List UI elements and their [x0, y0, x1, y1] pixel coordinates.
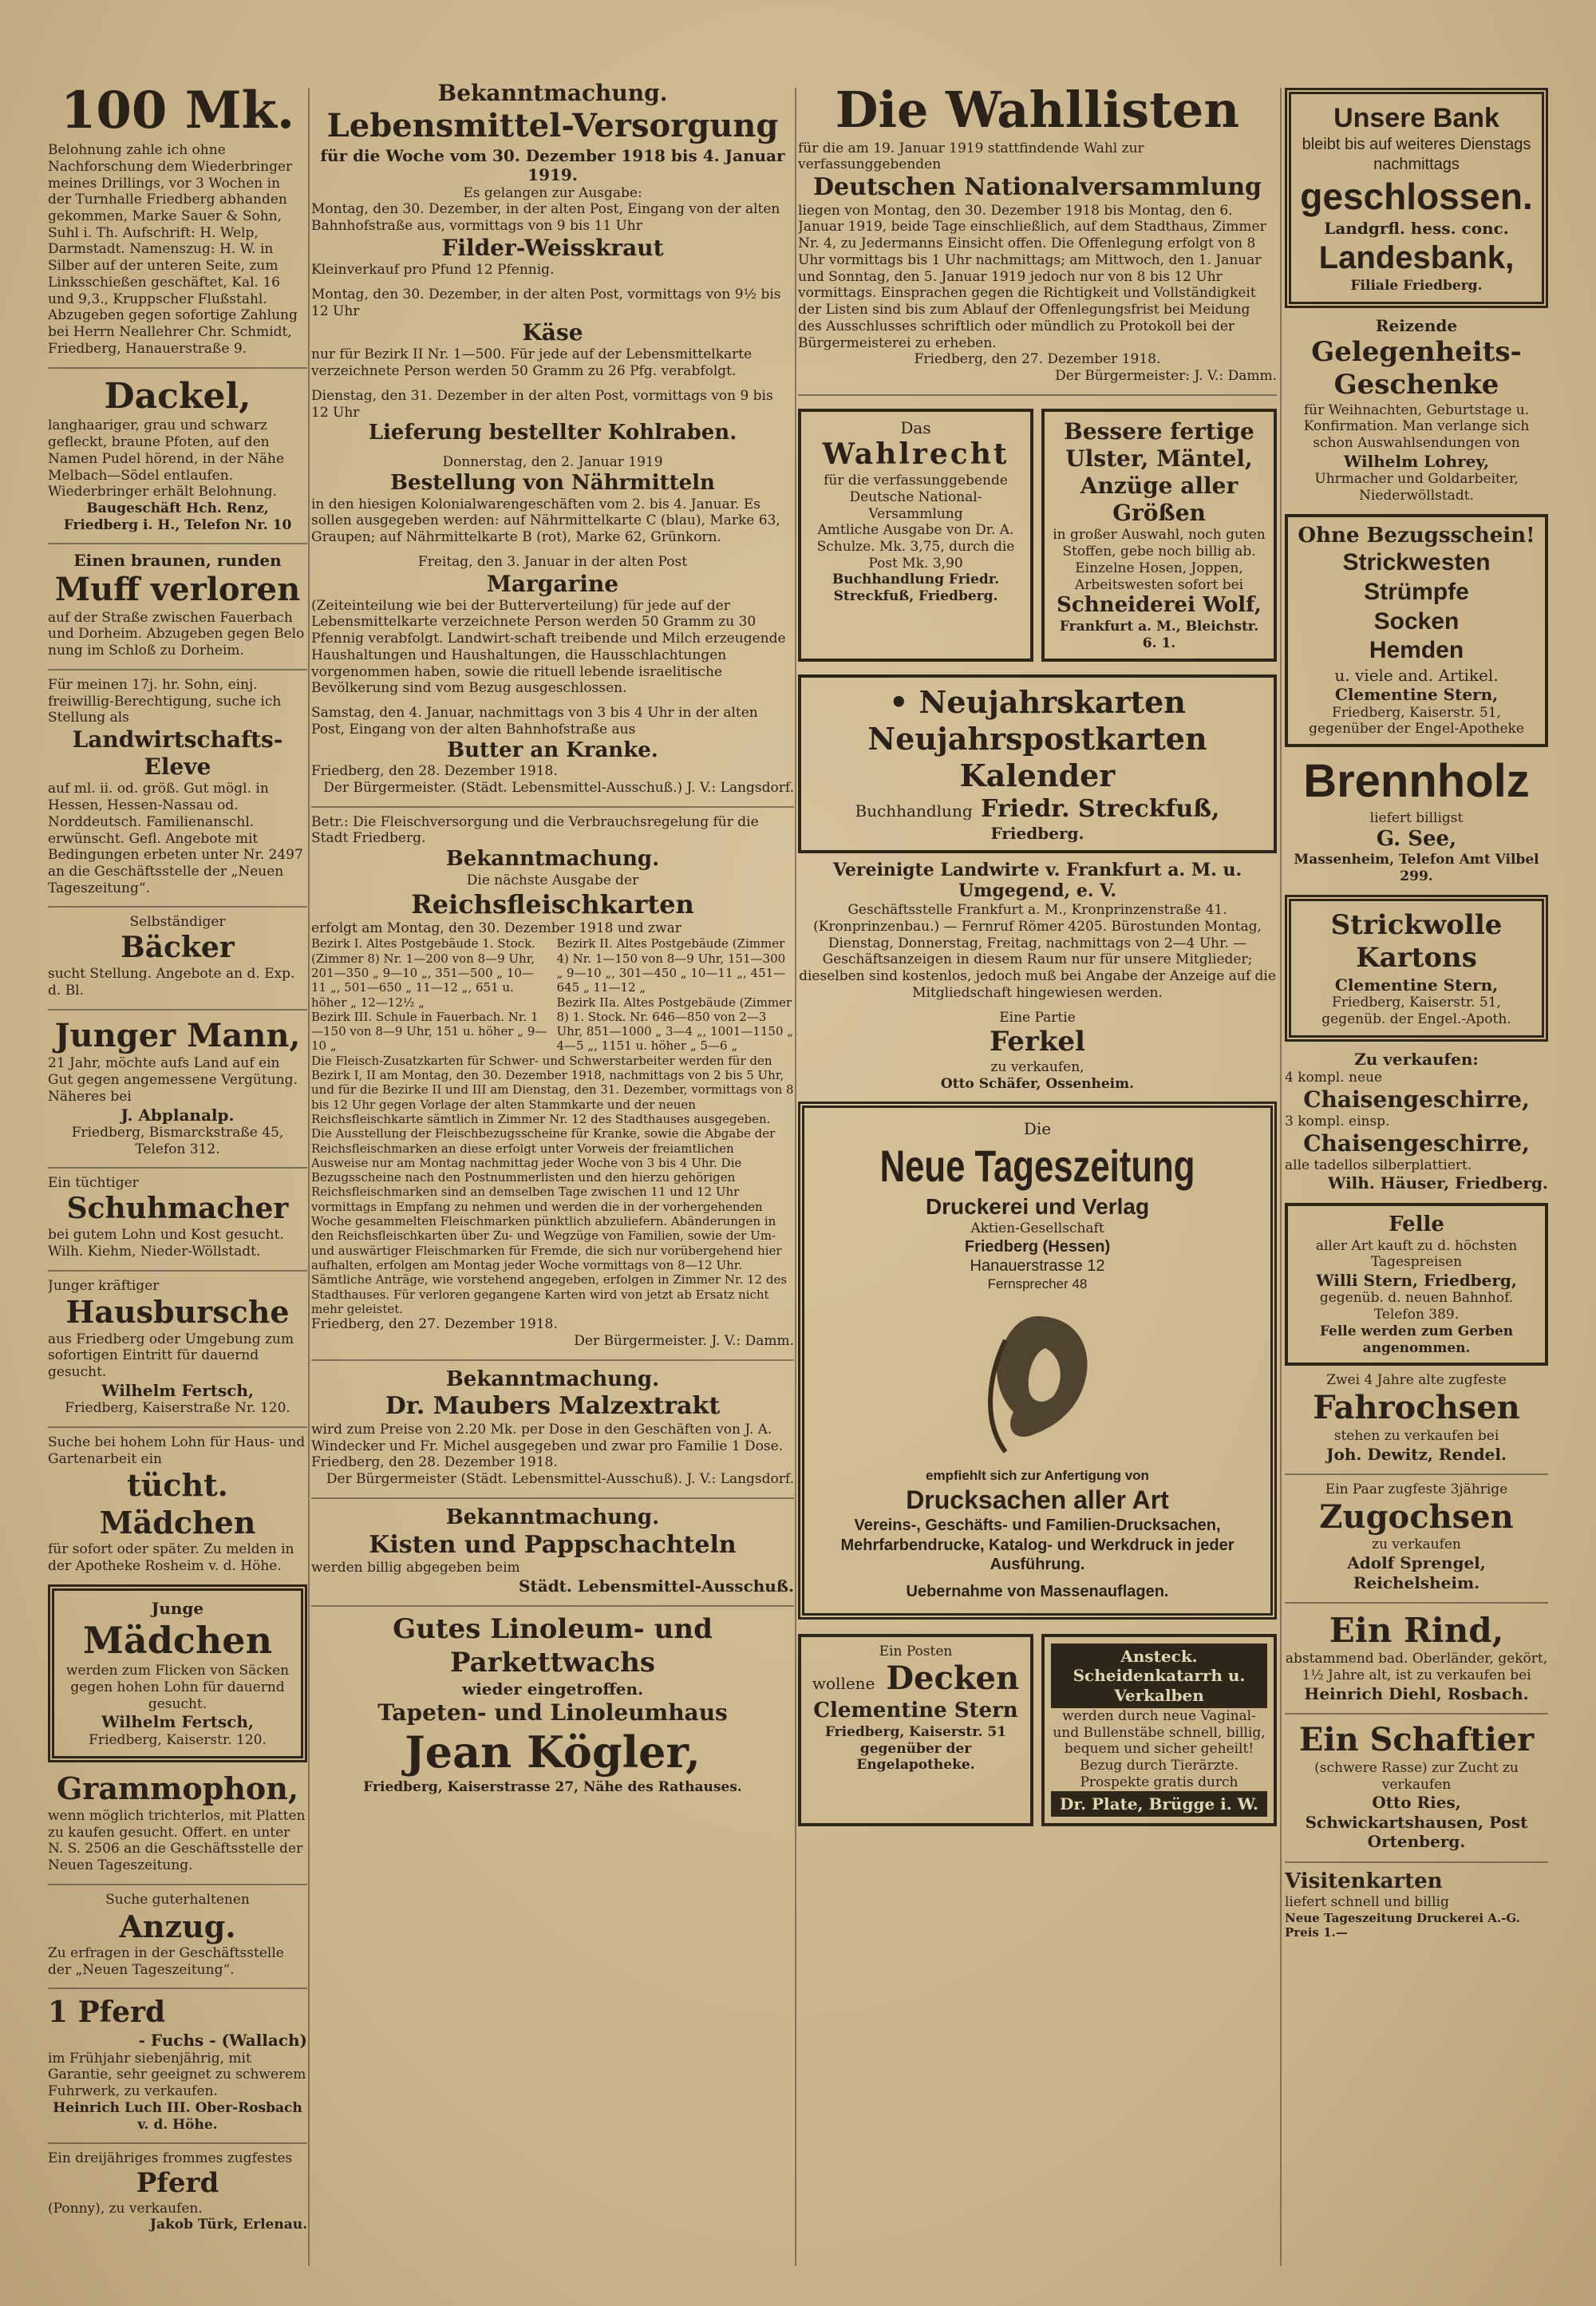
divider — [48, 367, 307, 369]
notice-text: Donnerstag, den 2. Januar 1919 — [442, 454, 663, 471]
ad-title: tücht. Mädchen — [99, 1467, 256, 1541]
ad-pretitle: Ein Posten — [879, 1643, 953, 1659]
ad-pretitle: Zwei 4 Jahre alte zugfeste — [1326, 1372, 1507, 1389]
ad-muff — [48, 551, 307, 659]
notice-text: Betr.: Die Fleischversorgung und die Verbrauchsregelung für die Stadt Friedberg. — [311, 813, 759, 847]
ad-text: abstammend bad. Oberländer, gekört, 1½ Jahre alt, ist zu verkaufen bei — [1285, 1651, 1548, 1683]
notice-heading: Bekanntmachung. — [445, 847, 660, 872]
ad-title: Felle — [1389, 1212, 1444, 1236]
divider — [48, 669, 307, 670]
item-hemden: Hemden — [1369, 637, 1464, 664]
divider — [311, 1605, 794, 1607]
ad-address: Friedberg, Kaiserstr. 51 gegenüber der Engelapotheke. — [824, 1724, 1007, 1774]
ad-qualifier: 3 kompl. einsp. — [1285, 1113, 1390, 1129]
ad-title: Junger Mann, — [54, 1016, 301, 1054]
district-schedule — [311, 936, 794, 1053]
ad-shop: Friedr. Streckfuß, — [981, 794, 1220, 823]
ad-headline: geschlossen. — [1300, 176, 1533, 218]
ad-text: aller Art kauft zu d. höchsten Tagespreisen — [1315, 1237, 1518, 1271]
ad-title: Muff verloren — [54, 570, 301, 608]
notice-text: Es gelangen zur Ausgabe: — [463, 184, 642, 201]
ad-address: Massenheim, Telefon Amt Vilbel 299. — [1294, 852, 1539, 884]
ad-headline: Drucksachen aller Art — [906, 1485, 1169, 1515]
notice-date: Friedberg, den 28. Dezember 1918. — [311, 1454, 558, 1471]
notice-title: Kisten und Pappschachteln — [369, 1530, 737, 1559]
item-title: Butter an Kranke. — [447, 738, 658, 762]
ad-text: alle tadellos silberplattiert. — [1285, 1157, 1472, 1173]
ad-chaisengeschirre — [1285, 1050, 1548, 1193]
item-title: Käse — [522, 319, 583, 346]
item-title: Filder-Weisskraut — [441, 234, 664, 261]
ad-schuhmacher — [48, 1175, 307, 1260]
ad-text: (schwere Rasse) zur Zucht zu verkaufen — [1314, 1759, 1519, 1793]
ad-text: im Frühjahr siebenjährig, mit Garantie, sehr geeignet zu schwerem Fuhrwerk, zu verkaufen. — [48, 2050, 306, 2100]
ad-pretitle: Reizende — [1375, 316, 1458, 336]
ad-shop: Buchhandlung Friedr. Streckfuß, Friedberg. — [832, 572, 1000, 605]
ad-pretitle: Zu verkaufen: — [1354, 1050, 1479, 1070]
ad-row-decken-plate — [798, 1628, 1277, 1833]
divider — [1285, 1473, 1548, 1475]
ad-list: Vereins-, Geschäfts- und Familien-Drucksachen, Mehrfarbendrucke, Katalog- und Werkdruck in jeder Ausführung. — [840, 1517, 1235, 1573]
notice-heading: Bekanntmachung. — [445, 1505, 660, 1529]
notice-wahllisten — [798, 80, 1277, 385]
ad-text: (Ponny), zu verkaufen. — [48, 2200, 203, 2217]
ad-signature: Otto Schäfer, Ossenheim. — [940, 1075, 1135, 1092]
ad-signature: Willi Stern, Friedberg, — [1316, 1270, 1517, 1290]
ad-brennholz — [1285, 754, 1548, 885]
notice-lebensmittel — [311, 80, 794, 797]
divider — [48, 1426, 307, 1428]
divider — [48, 1270, 307, 1272]
ad-title: Gelegenheits-Geschenke — [1311, 335, 1522, 401]
ad-pretitle: Selbständiger — [129, 914, 226, 931]
ad-title: Bessere fertige Ulster, Mäntel, Anzüge aller Größen — [1064, 417, 1254, 527]
ad-signature: Heinrich Diehl, Rosbach. — [1304, 1683, 1529, 1703]
ad-landwirte-verein — [798, 860, 1277, 1093]
notice-title: Reichsfleischkarten — [411, 888, 694, 920]
notice-title: Die Wahllisten — [835, 81, 1240, 139]
ad-text: langhaariger, grau und schwarz gefleckt, braune Pfoten, auf den Namen Pudel hörend, in der Nähe Melbach—Södel entlaufen. Wiederbringer erhält Belohnung. — [48, 417, 285, 500]
ad-title: Strickwolle Kartons — [1330, 908, 1503, 975]
ad-pretitle: Ein tüchtiger — [48, 1175, 139, 1192]
ad-baecker — [48, 914, 307, 999]
ad-company: Landgrfl. hess. conc. — [1324, 219, 1509, 239]
divider — [48, 1884, 307, 1885]
ad-bezugsschein — [1285, 514, 1548, 747]
ad-text: Geschäftsstelle Frankfurt a. M., Kronprinzenstraße 41. (Kronprinzenbau.) — Fernruf Römer 4205. Bürostunden Montag, Dienstag, Donnerstag, Freitag, nachmittags von 2—4 Uhr. — Geschäftsanzeigen in diesem Raum nur für unsere Mitglieder; dieselben sind kostenlos, jedoch muß bei Angabe der Anzeige auf die Mitgliedschaft hingewiesen werden. — [799, 902, 1276, 1001]
ad-title: Landwirtschafts-Eleve — [72, 726, 283, 781]
ad-text: für Weihnachten, Geburtstage u. Konfirmation. Man verlange sich schon Auswahlsendungen von — [1303, 401, 1530, 452]
notice-subtitle: Deutschen Nationalversammlung — [813, 173, 1262, 202]
ad-wahlrecht — [798, 409, 1033, 662]
ad-neue-tageszeitung — [798, 1102, 1277, 1619]
ad-line-2: Neujahrspostkarten — [867, 720, 1207, 757]
ad-note: Felle werden zum Gerben angenommen. — [1319, 1323, 1514, 1356]
district-1: Bezirk I. Altes Postgebäude 1. Stock. (Zimmer 8) Nr. 1—200 von 8—9 Uhr, 201—350 „ 9—10 „, 351—500 „ 10—11 „, 501—650 „ 11—12 „, 651 u. höher „ 12—12½ „ — [311, 936, 535, 1010]
woman-profile-illustration — [958, 1300, 1117, 1460]
divider — [48, 1009, 307, 1011]
ad-visitenkarten — [1285, 1869, 1548, 1940]
notice-text: erfolgt am Montag, den 30. Dezember 1918 und zwar — [311, 920, 681, 936]
notice-text: Montag, den 30. Dezember, in der alten Post, vormittags von 9½ bis 12 Uhr — [311, 286, 781, 319]
ad-text: liefert billigst — [1369, 809, 1464, 826]
ad-title: Chaisengeschirre, — [1303, 1086, 1530, 1113]
ad-title: Hausbursche — [65, 1294, 290, 1331]
notice-text: für die am 19. Januar 1919 stattfindende Wahl zur verfassunggebenden — [798, 140, 1144, 173]
ad-city: Friedberg. — [990, 824, 1084, 844]
ad-reward — [48, 80, 307, 358]
ad-junger-mann — [48, 1017, 307, 1158]
ad-title: 1 Pferd — [48, 1996, 166, 2030]
ad-text: werden durch neue Vaginal- und Bullenstäbe schnell, billig, bequem und sicher geheilt! Bezug durch Tierärzte. Prospekte gratis durch — [1053, 1707, 1266, 1790]
ad-felle — [1285, 1203, 1548, 1367]
column-classifieds-left — [48, 80, 307, 2274]
notice-text: Montag, den 30. Dezember, in der alten Post, Eingang von der alten Bahnhofstraße aus, vormittags von 9 bis 11 Uhr — [311, 201, 780, 235]
ad-decken — [798, 1634, 1033, 1826]
ad-text: u. viele and. Artikel. — [1334, 665, 1499, 685]
ad-address: Friedberg, Bismarckstraße 45, Telefon 312. — [71, 1124, 284, 1157]
ad-text: auf ml. ii. od. größ. Gut mögl. in Hessen, Hessen-Nassau od. Norddeutsch. Familienanschl. erwünscht. Gefl. Angebote mit Bedingungen erbeten unter Nr. 2497 an die Geschäftsstelle der „Neuen Tageszeitung“. — [48, 781, 303, 896]
ad-row-wahlrecht-ulster — [798, 402, 1277, 668]
divider — [48, 1988, 307, 1989]
item-title: Bestellung von Nährmitteln — [390, 470, 715, 495]
ad-rind — [1285, 1610, 1548, 1703]
ad-title: Chaisengeschirre, — [1303, 1129, 1530, 1157]
ad-text: Belohnung zahle ich ohne Nachforschung dem Wiederbringer meines Drillings, vor 3 Wochen in der Turnhalle Friedberg abhanden gekommen, Marke Sauer & Sohn, Suhl i. Th. Aufschrift: H. Welp, Darmstadt. Namenszug: H. W. in Silber auf der unteren Seite, zum Linksschießen geschäftet, Kal. 16 und 9,3., Kruppscher Flußstahl. Abzugeben gegen sofortige Zahlung bei Herrn Neallehrer Chr. Schmidt, Friedberg, Hanauerstraße 9. — [48, 142, 298, 357]
ad-pretitle: Junge — [151, 1598, 204, 1618]
ad-address: Friedberg, Kaiserstr. 51, gegenüber der Engel-Apotheke — [1309, 704, 1524, 738]
ad-text: sucht Stellung. Angebote an d. Exp. d. Bl. — [48, 966, 295, 999]
ad-pferd-1 — [48, 1996, 307, 2133]
ad-pretitle: Ein dreijähriges frommes zugfestes — [48, 2150, 293, 2167]
ad-footer: Uebernahme von Massenauflagen. — [906, 1583, 1169, 1601]
ad-pretitle: Das — [900, 417, 931, 437]
notice-signature: Der Bürgermeister. J. V.: Damm. — [574, 1332, 794, 1349]
ad-title: Gutes Linoleum- und Parkettwachs — [393, 1613, 713, 1679]
ad-shop: Clementine Stern — [813, 1699, 1018, 1723]
ad-address: Filiale Friedberg. — [1350, 277, 1483, 294]
ad-signature: Neue Tageszeitung Druckerei A.-G. Preis 1.— — [1285, 1910, 1520, 1940]
ad-city: Friedberg (Hessen) — [964, 1237, 1111, 1256]
notice-text: (Zeiteinteilung wie bei der Butterverteilung) für jede auf der Lebensmittelkarte verzeichnete Person werden 50 Gramm zu 30 Pfennig verabfolgt. Landwirt-schaft treibende und Milch erzeugende Haushaltungen und Haushaltungen, die Hausschlachtungen vorgenommen haben, sowie die rituell lebende israelitische Bevölkerung sind vom Bezug ausgeschlossen. — [311, 597, 786, 697]
ad-pretitle: Junger kräftiger — [48, 1277, 160, 1294]
ad-pretitle: Die — [1023, 1119, 1052, 1139]
ad-company: Aktien-Gesellschaft — [970, 1220, 1104, 1237]
ad-title: Dackel, — [104, 375, 251, 417]
ad-text: in großer Auswahl, noch guten Stoffen, gebe noch billig ab. Einzelne Hosen, Joppen, Arbeitswesten sofort bei — [1053, 527, 1266, 593]
notice-text: in den hiesigen Kolonialwarengeschäften vom 2. bis 4. Januar. Es sollen ausgegeben werden: auf Nährmittelkarte C (blau), Marke 63, Graupen; auf Nährmittelkarte B (rot), Marke 62, Grünkorn. — [311, 496, 780, 546]
ad-text: 21 Jahr, möchte aufs Land auf ein Gut gegen angemessene Vergütung. Näheres bei — [48, 1055, 298, 1105]
ad-fahrochsen — [1285, 1372, 1548, 1464]
notice-signature: Städt. Lebensmittel-Ausschuß. — [519, 1576, 794, 1596]
ad-name: Landesbank, — [1318, 239, 1515, 275]
ad-grammophon — [48, 1770, 307, 1873]
notice-signature: Der Bürgermeister: J. V.: Damm. — [1055, 368, 1277, 385]
notice-date: Friedberg, den 27. Dezember 1918. — [311, 1316, 558, 1333]
divider — [798, 394, 1277, 396]
notice-heading: Bekanntmachung. — [445, 1367, 660, 1391]
ad-signature: Jakob Türk, Erlenau. — [149, 2217, 307, 2233]
ad-signature: Otto Ries, Schwickartshausen, Post Ortenberg. — [1305, 1793, 1528, 1852]
notice-text: Samstag, den 4. Januar, nachmittags von 3 bis 4 Uhr in der alten Post, Eingang von der alten Bahnhofstraße aus — [311, 705, 758, 738]
ad-title: Ansteck. Scheidenkatarrh u. Verkalben — [1051, 1643, 1267, 1708]
notice-text: werden billig abgegeben beim — [311, 1560, 520, 1576]
ad-text: werden zum Flicken von Säcken gegen hohen Lohn für dauernd gesucht. — [65, 1663, 290, 1712]
ad-shop: Schneiderei Wolf, — [1057, 593, 1262, 618]
notice-text: Freitag, den 3. Januar in der alten Post — [417, 553, 688, 570]
ad-address: Hanauerstrasse 12 — [970, 1257, 1105, 1276]
ad-signature: Wilhelm Lohrey, — [1343, 451, 1490, 471]
ad-signature: Adolf Sprengel, Reichelsheim. — [1347, 1553, 1486, 1592]
ad-pretitle: Eine Partie — [999, 1009, 1076, 1026]
ad-title: Pferd — [136, 2167, 219, 2200]
ad-shop: Clementine Stern, — [1334, 685, 1499, 705]
ad-text: zu verkaufen — [1372, 1537, 1461, 1553]
ad-title: Visitenkarten — [1285, 1869, 1443, 1893]
ad-text: zu verkaufen, — [990, 1058, 1084, 1075]
district-2a: Bezirk IIa. Altes Postgebäude (Zimmer 8) 1. Stock. Nr. 646—850 von 2—3 Uhr, 851—1000 „ 3—4 „, 1001—1150 „ 4—5 „, 1151 u. höher „ 5—6 „ — [556, 995, 794, 1054]
ad-title: Schuhmacher — [66, 1192, 289, 1226]
ad-shop: Clementine Stern, — [1334, 975, 1499, 995]
ad-text: auf der Straße zwischen Fauerbach und Dorheim. Abzugeben gegen Belo nung im Schloß zu Dorheim. — [48, 609, 305, 659]
ad-zugochsen — [1285, 1481, 1548, 1592]
ad-signature: Wilhelm Fertsch, — [101, 1712, 254, 1732]
ad-title: Mädchen — [82, 1619, 273, 1663]
divider — [1285, 1861, 1548, 1863]
ad-pretitle: Suche guterhaltenen — [105, 1891, 250, 1908]
ad-anzug — [48, 1892, 307, 1979]
notice-text: Dienstag, den 31. Dezember in der alten Post, vormittags von 9 bis 12 Uhr — [311, 387, 773, 421]
ad-subtitle: - Fuchs - (Wallach) — [138, 2031, 307, 2051]
ad-hausbursche — [48, 1278, 307, 1417]
ad-pretitle: Suche bei hohem Lohn für Haus- und Gartenarbeit ein — [48, 1434, 306, 1467]
ad-title: Brennholz — [1303, 755, 1530, 808]
item-struempfe: Strümpfe — [1364, 578, 1469, 605]
ad-address: Uhrmacher und Goldarbeiter, Niederwöllstadt. — [1314, 471, 1519, 504]
ad-ulster — [1041, 409, 1277, 662]
ad-signature: Heinrich Luch III. Ober-Rosbach v. d. Höhe. — [53, 2099, 302, 2133]
ad-subtitle: für die verfassunggebende Deutsche National-Versammlung — [824, 473, 1008, 522]
notice-malz — [311, 1367, 794, 1488]
column-announcements — [311, 80, 794, 2274]
ad-signature: J. Abplanalp. — [120, 1105, 235, 1125]
ad-address: Friedberg, Kaiserstraße Nr. 120. — [65, 1400, 290, 1417]
column-rule-3 — [1280, 88, 1282, 2266]
divider — [1285, 1602, 1548, 1604]
ad-address: Frankfurt a. M., Bleichstr. 6. 1. — [1059, 619, 1259, 651]
item-title: Lieferung bestellter Kohlraben. — [368, 421, 737, 445]
ad-pretitle: Für meinen 17j. hr. Sohn, einj. freiwillig-Berechtigung, suche ich Stellung als — [48, 676, 282, 726]
item-socken: Socken — [1373, 607, 1460, 635]
ad-text: aus Friedberg oder Umgebung zum sofortigen Eintritt für dauernd gesucht. — [48, 1331, 294, 1381]
ad-signature: Wilh. Häuser, Friedberg. — [1327, 1173, 1548, 1193]
notice-text: Die Fleisch-Zusatzkarten für Schwer- und Schwerstarbeiter werden für den Bezirk I, II am Montag, den 30. Dezember 1918, nachmittags von 2 bis 5 Uhr, und für die Bezirke II und III am Dienstag, den 31. Dezember, vormittags von 8 bis 12 Uhr gegen Vorlage der alten Stammkarte und der neuen Reichsfleischkarte sämtlich in Zimmer Nr. 12 des Stadthauses ausgegeben. Die Ausstellung der Fleischbezugsscheine für Kranke, sowie die Abgabe der Reichsfleischmarken an diese erfolgt unter Vorweis der freiamtlichen Ausweise nur am Montag nachmittag jeder Woche von 3 bis 4 Uhr. Die Bezugsscheine nach den Postnummerlisten und den hierzu gehörigen Reichsfleischmarken sind an demselben Tage zwischen 11 und 12 Uhr vormittags in Empfang zu nehmen und werden die in der vorhergehenden Woche gesammelten Fleischmarken pünktlich abzuliefern. Abänderungen in den Reichsfleischkarten über Zu- und Wegzüge von Familien, sowie der Um- und auswärtiger Fleischmarken für Fremde, die sich nur vorübergehend hier aufhalten, erfolgen am Montag jeder Woche vormittags von 8—12 Uhr. Sämtliche Anträge, wie vorstehend angegeben, erfolgen in Zimmer Nr. 12 des Stadthauses. Für verloren gegangene Karten wird von jetzt ab Ersatz nicht mehr geleistet. — [311, 1053, 794, 1316]
notice-fleisch — [311, 814, 794, 1350]
ad-qualifier: 4 kompl. neue — [1285, 1069, 1383, 1086]
ad-signature: G. See, — [1376, 826, 1457, 851]
divider — [311, 806, 794, 808]
ad-text: liefert schnell und billig — [1285, 1894, 1449, 1911]
ad-signature: Wilhelm Fertsch, — [101, 1380, 254, 1400]
ad-signature: Dr. Plate, Brügge i. W. — [1051, 1791, 1267, 1817]
column-classifieds-right — [1285, 80, 1548, 2274]
ad-title: Anzug. — [119, 1908, 236, 1944]
ad-shop-prefix: Buchhandlung — [855, 801, 973, 821]
ad-plate — [1041, 1634, 1277, 1826]
ad-subtitle: Druckerei und Verlag — [925, 1194, 1150, 1220]
notice-heading: Bekanntmachung. — [437, 80, 668, 106]
ad-title: Wahlrecht — [822, 437, 1009, 472]
ad-text: empfiehlt sich zur Anfertigung von — [926, 1468, 1149, 1484]
ad-text: wenn möglich trichterlos, mit Platten zu kaufen gesucht. Offert. en unter N. S. 2506 an die Geschäftsstelle der Neuen Tageszeitung. — [48, 1807, 306, 1874]
divider — [311, 1359, 794, 1361]
ad-neujahrskarten — [798, 674, 1277, 853]
notice-text: liegen von Montag, den 30. Dezember 1918 bis Montag, den 6. Januar 1919, beide Tage einschließlich, auf dem Stadthaus, Zimmer Nr. 4, zu Jedermanns Einsicht offen. Die Offenlegung erfolgt von 8 Uhr vormittags bis 1 Uhr nachmittags; am Mittwoch, den 1. Januar und Sonntag, den 5. Januar 1919 jedoch nur von 8 bis 12 Uhr vormittags. Einsprachen gegen die Richtigkeit und Vollständigkeit der Listen sind bis zum Ablauf der Offenlegungsfrist bei Meidung des Ausschlusses schriftlich oder mündlich zu Protokoll bei der Bürgermeisterei zu erheben. — [798, 202, 1266, 351]
ad-strickwolle — [1285, 895, 1548, 1042]
ad-title: Decken — [886, 1659, 1020, 1698]
ad-text: Zu erfragen in der Geschäftsstelle der „Neuen Tageszeitung“. — [48, 1944, 284, 1978]
ad-shop: Tapeten- und Linoleumhaus — [377, 1699, 728, 1726]
ad-line-3: Kalender — [959, 757, 1116, 794]
column-rule-2 — [795, 88, 796, 2266]
ad-title: Neue Tageszeitung — [879, 1140, 1195, 1191]
ad-title: Grammophon, — [56, 1770, 299, 1807]
notice-text: nur für Bezirk II Nr. 1—500. Für jede auf der Lebensmittelkarte verzeichnete Person werden 50 Gramm zu 26 Pfg. verabfolgt. — [311, 346, 753, 380]
ad-dackel — [48, 375, 307, 534]
ad-name: Jean Kögler, — [405, 1726, 701, 1778]
notice-kisten — [311, 1505, 794, 1596]
ad-subtitle: wieder eingetroffen. — [461, 1679, 644, 1699]
ad-schaftier — [1285, 1721, 1548, 1851]
ad-text: Amtliche Ausgabe von Dr. A. Schulze. Mk. 3,75, durch die Post Mk. 3,90 — [816, 522, 1015, 572]
ad-signature: Baugeschäft Hch. Renz, Friedberg i. H., Telefon Nr. 10 — [63, 500, 292, 533]
ad-title: 100 Mk. — [60, 81, 295, 140]
ad-linoleum — [311, 1613, 794, 1795]
ad-title: Fahrochsen — [1313, 1389, 1520, 1427]
notice-signature: Der Bürgermeister (Städt. Lebensmittel-Ausschuß). J. V.: Langsdorf. — [326, 1471, 794, 1488]
ad-pferd-2 — [48, 2150, 307, 2233]
ad-bank — [1285, 88, 1548, 308]
ad-title: Ferkel — [990, 1026, 1085, 1058]
ad-title: Ein Rind, — [1329, 1611, 1504, 1650]
notice-text: Die nächste Ausgabe der — [466, 872, 639, 888]
ad-maedchen — [48, 1434, 307, 1575]
notice-text: Kleinverkauf pro Pfund 12 Pfennig. — [311, 262, 555, 279]
item-strickwesten: Strickwesten — [1342, 549, 1491, 576]
notice-text: wird zum Preise von 2.20 Mk. per Dose in den Geschäften von J. A. Windecker und Fr. Michel ausgegeben und zwar pro Familie 1 Dose. — [311, 1421, 784, 1454]
ad-address: Friedberg, Kaiserstrasse 27, Nähe des Rathauses. — [363, 1778, 742, 1795]
ad-title: Ein Schaftier — [1298, 1721, 1535, 1759]
ad-title: Unsere Bank — [1333, 103, 1499, 133]
ad-title: Zugochsen — [1319, 1497, 1514, 1536]
notice-date: Friedberg, den 28. Dezember 1918. — [311, 763, 558, 780]
notice-date: Friedberg, den 27. Dezember 1918. — [914, 351, 1161, 368]
ad-phone: Fernsprecher 48 — [987, 1276, 1088, 1291]
ad-text: bleibt bis auf weiteres Dienstags nachmittags — [1302, 136, 1531, 173]
ad-qualifier: wollene — [812, 1674, 875, 1694]
ad-text: stehen zu verkaufen bei — [1333, 1427, 1499, 1444]
ad-text: bei gutem Lohn und Kost gesucht. Wilh. Kiehm, Nieder-Wöllstadt. — [48, 1227, 284, 1260]
item-title: Margarine — [486, 570, 619, 597]
district-3: Bezirk III. Schule in Fauerbach. Nr. 1—150 von 8—9 Uhr, 151 u. höher „ 9—10 „ — [311, 1009, 547, 1054]
ad-address: gegenüb. d. neuen Bahnhof. Telefon 389. — [1319, 1290, 1514, 1323]
ad-text: für sofort oder später. Zu melden in der Apotheke Rosheim v. d. Höhe. — [48, 1541, 294, 1574]
ad-address: Friedberg, Kaiserstr. 120. — [89, 1731, 267, 1748]
divider — [1285, 1713, 1548, 1715]
notice-signature: Der Bürgermeister. (Städt. Lebensmittel-Ausschuß.) J. V.: Langsdorf. — [323, 779, 794, 796]
ad-pretitle: Einen braunen, runden — [73, 551, 282, 571]
ad-signature: Joh. Dewitz, Rendel. — [1326, 1444, 1507, 1464]
notice-subtitle: für die Woche vom 30. Dezember 1918 bis 4. Januar 1919. — [320, 145, 785, 185]
ad-junge-maedchen — [48, 1584, 307, 1763]
ad-line-1: • Neujahrskarten — [889, 683, 1186, 720]
divider — [48, 2142, 307, 2144]
ad-title: Bäcker — [120, 931, 235, 965]
ad-title: Ohne Bezugsschein! — [1298, 523, 1535, 548]
ad-pretitle: Ein Paar zugfeste 3jährige — [1325, 1481, 1508, 1497]
column-center-right — [798, 80, 1277, 2274]
divider — [311, 1497, 794, 1499]
column-rule-1 — [308, 88, 310, 2266]
divider — [48, 1167, 307, 1169]
district-2: Bezirk II. Altes Postgebäude (Zimmer 4) Nr. 1—150 von 8—9 Uhr, 151—300 „ 9—10 „, 301—450 „ 10—11 „, 451—645 „ 11—12 „ — [556, 936, 786, 995]
ad-title: Vereinigte Landwirte v. Frankfurt a. M. u. Umgegend, e. V. — [832, 859, 1242, 902]
ad-geschenke — [1285, 316, 1548, 504]
ad-address: Friedberg, Kaiserstr. 51, gegenüb. der Engel.-Apoth. — [1321, 995, 1511, 1027]
notice-title: Lebensmittel-Versorgung — [326, 107, 779, 145]
ad-landwirt — [48, 677, 307, 897]
divider — [48, 543, 307, 544]
divider — [48, 906, 307, 908]
notice-title: Dr. Maubers Malzextrakt — [385, 1392, 721, 1421]
